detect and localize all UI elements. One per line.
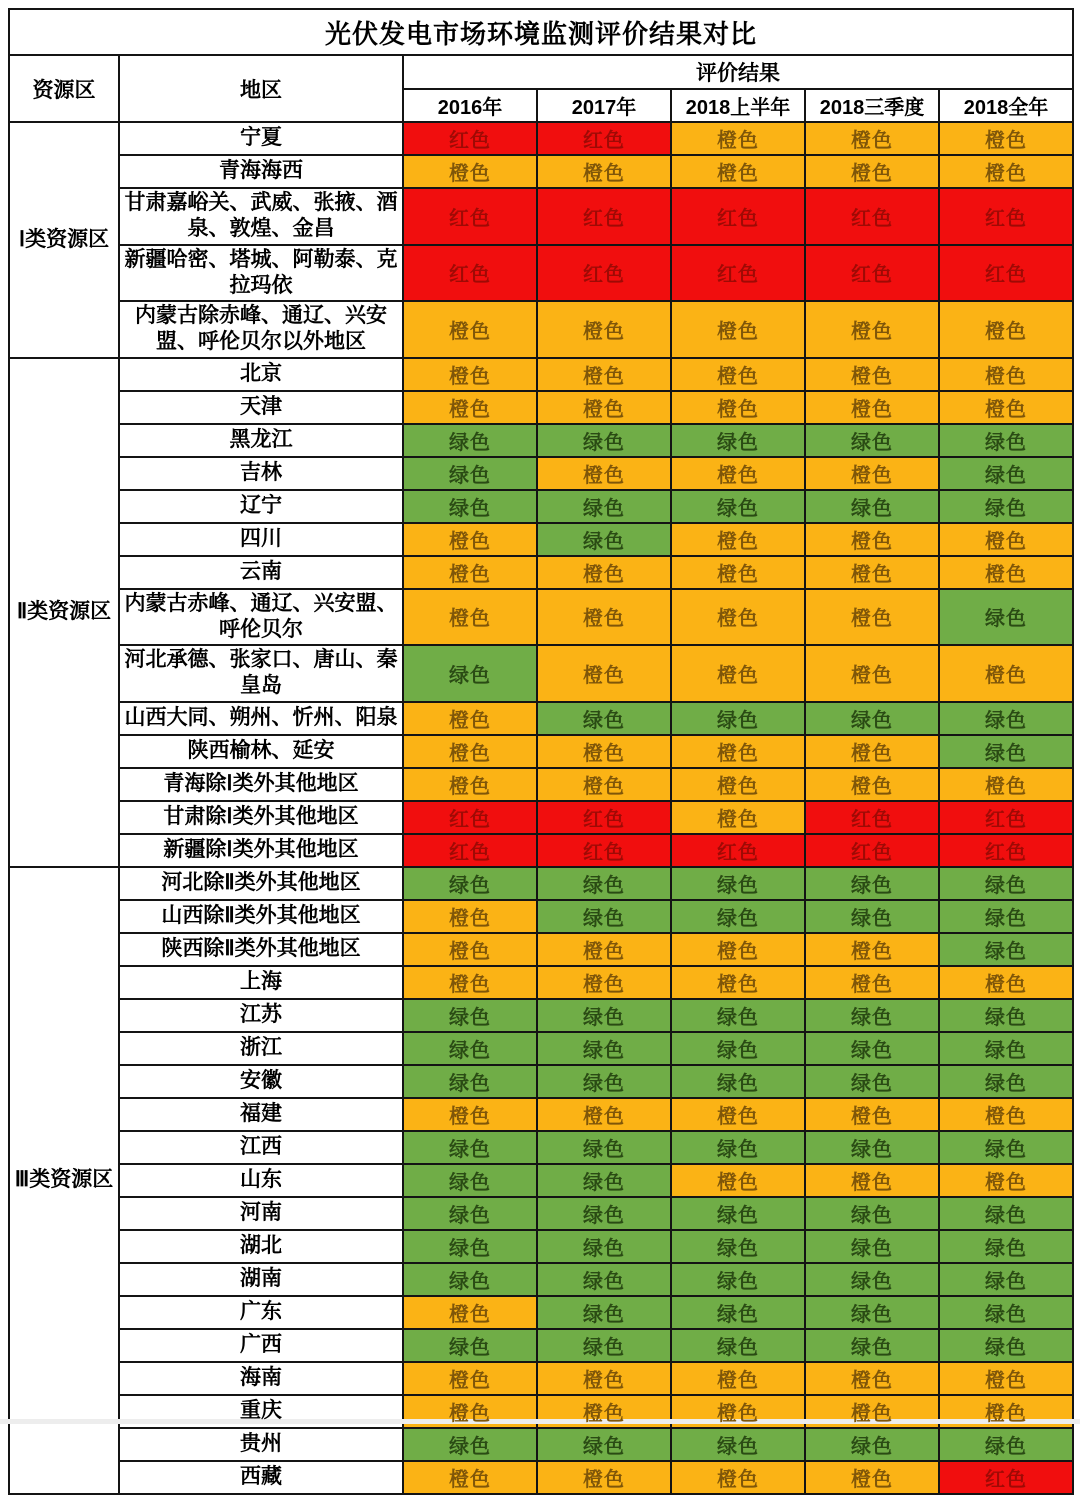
table-row bbox=[9, 1329, 1073, 1362]
rating-cell-green: 绿色 bbox=[805, 1263, 939, 1296]
col-header-region: 地区 bbox=[119, 55, 403, 122]
rating-cell-green: 绿色 bbox=[671, 424, 805, 457]
rating-cell-red: 红色 bbox=[537, 188, 671, 245]
rating-cell-orange: 橙色 bbox=[805, 735, 939, 768]
rating-cell-green: 绿色 bbox=[805, 867, 939, 900]
rating-cell-orange: 橙色 bbox=[403, 358, 537, 391]
region-cell: 山东 bbox=[119, 1164, 403, 1197]
region-cell: 湖北 bbox=[119, 1230, 403, 1263]
region-cell: 河南 bbox=[119, 1197, 403, 1230]
zone-cell: Ⅲ类资源区 bbox=[9, 867, 119, 1494]
rating-cell-green: 绿色 bbox=[403, 457, 537, 490]
rating-cell-orange: 橙色 bbox=[805, 155, 939, 188]
region-cell: 安徽 bbox=[119, 1065, 403, 1098]
rating-cell-orange: 橙色 bbox=[671, 801, 805, 834]
rating-cell-green: 绿色 bbox=[671, 1230, 805, 1263]
rating-cell-orange: 橙色 bbox=[403, 155, 537, 188]
rating-cell-green: 绿色 bbox=[537, 702, 671, 735]
rating-cell-green: 绿色 bbox=[939, 1197, 1073, 1230]
rating-cell-red: 红色 bbox=[403, 834, 537, 867]
rating-cell-orange: 橙色 bbox=[939, 358, 1073, 391]
rating-cell-green: 绿色 bbox=[537, 1065, 671, 1098]
rating-cell-orange: 橙色 bbox=[671, 589, 805, 646]
rating-cell-orange: 橙色 bbox=[537, 556, 671, 589]
rating-cell-orange: 橙色 bbox=[671, 933, 805, 966]
bottom-strip bbox=[0, 1419, 1080, 1424]
region-cell: 陕西榆林、延安 bbox=[119, 735, 403, 768]
rating-cell-green: 绿色 bbox=[939, 1329, 1073, 1362]
rating-cell-green: 绿色 bbox=[537, 1131, 671, 1164]
rating-cell-green: 绿色 bbox=[403, 1230, 537, 1263]
rating-cell-green: 绿色 bbox=[805, 424, 939, 457]
rating-cell-green: 绿色 bbox=[671, 900, 805, 933]
rating-cell-red: 红色 bbox=[403, 122, 537, 155]
table-row bbox=[9, 900, 1073, 933]
rating-cell-orange: 橙色 bbox=[403, 735, 537, 768]
rating-cell-red: 红色 bbox=[939, 1461, 1073, 1494]
rating-cell-orange: 橙色 bbox=[403, 1362, 537, 1395]
rating-cell-orange: 橙色 bbox=[805, 457, 939, 490]
rating-cell-orange: 橙色 bbox=[939, 1395, 1073, 1428]
table-row bbox=[9, 1098, 1073, 1131]
rating-cell-green: 绿色 bbox=[537, 1329, 671, 1362]
table-row bbox=[9, 245, 1073, 302]
region-cell: 天津 bbox=[119, 391, 403, 424]
rating-cell-green: 绿色 bbox=[403, 1131, 537, 1164]
table-row bbox=[9, 1263, 1073, 1296]
rating-cell-orange: 橙色 bbox=[403, 556, 537, 589]
table-row bbox=[9, 702, 1073, 735]
table-row bbox=[9, 490, 1073, 523]
table-row bbox=[9, 1296, 1073, 1329]
rating-cell-red: 红色 bbox=[671, 188, 805, 245]
rating-cell-green: 绿色 bbox=[805, 1329, 939, 1362]
zone-cell: Ⅱ类资源区 bbox=[9, 358, 119, 867]
rating-cell-orange: 橙色 bbox=[671, 155, 805, 188]
region-cell: 内蒙古赤峰、通辽、兴安盟、呼伦贝尔 bbox=[119, 589, 403, 646]
table-row bbox=[9, 645, 1073, 702]
rating-cell-green: 绿色 bbox=[403, 867, 537, 900]
rating-cell-green: 绿色 bbox=[939, 1230, 1073, 1263]
table-row bbox=[9, 1032, 1073, 1065]
rating-cell-orange: 橙色 bbox=[537, 768, 671, 801]
col-header-period: 2017年 bbox=[537, 89, 671, 122]
region-cell: 海南 bbox=[119, 1362, 403, 1395]
region-cell: 重庆 bbox=[119, 1395, 403, 1428]
table-row bbox=[9, 1065, 1073, 1098]
rating-cell-orange: 橙色 bbox=[403, 966, 537, 999]
rating-cell-orange: 橙色 bbox=[403, 301, 537, 358]
rating-cell-orange: 橙色 bbox=[805, 1164, 939, 1197]
rating-cell-orange: 橙色 bbox=[671, 457, 805, 490]
rating-cell-orange: 橙色 bbox=[805, 933, 939, 966]
rating-cell-orange: 橙色 bbox=[939, 301, 1073, 358]
rating-cell-orange: 橙色 bbox=[805, 966, 939, 999]
region-cell: 吉林 bbox=[119, 457, 403, 490]
region-cell: 北京 bbox=[119, 358, 403, 391]
region-cell: 福建 bbox=[119, 1098, 403, 1131]
table-row bbox=[9, 188, 1073, 245]
region-cell: 宁夏 bbox=[119, 122, 403, 155]
rating-cell-green: 绿色 bbox=[537, 490, 671, 523]
rating-cell-orange: 橙色 bbox=[403, 391, 537, 424]
rating-cell-orange: 橙色 bbox=[403, 702, 537, 735]
rating-cell-orange: 橙色 bbox=[537, 645, 671, 702]
region-cell: 广西 bbox=[119, 1329, 403, 1362]
rating-cell-green: 绿色 bbox=[671, 1197, 805, 1230]
rating-cell-orange: 橙色 bbox=[671, 1395, 805, 1428]
rating-cell-orange: 橙色 bbox=[939, 391, 1073, 424]
rating-cell-orange: 橙色 bbox=[537, 1098, 671, 1131]
rating-cell-orange: 橙色 bbox=[671, 1362, 805, 1395]
table-row bbox=[9, 966, 1073, 999]
region-cell: 江苏 bbox=[119, 999, 403, 1032]
rating-cell-green: 绿色 bbox=[939, 1296, 1073, 1329]
table-row bbox=[9, 933, 1073, 966]
rating-cell-green: 绿色 bbox=[671, 1032, 805, 1065]
rating-cell-orange: 橙色 bbox=[671, 1164, 805, 1197]
region-cell: 黑龙江 bbox=[119, 424, 403, 457]
region-cell: 陕西除Ⅱ类外其他地区 bbox=[119, 933, 403, 966]
rating-cell-orange: 橙色 bbox=[671, 645, 805, 702]
rating-cell-orange: 橙色 bbox=[403, 900, 537, 933]
rating-cell-orange: 橙色 bbox=[805, 1395, 939, 1428]
table-row bbox=[9, 1461, 1073, 1494]
rating-cell-orange: 橙色 bbox=[671, 768, 805, 801]
region-cell: 山西大同、朔州、忻州、阳泉 bbox=[119, 702, 403, 735]
rating-cell-green: 绿色 bbox=[403, 999, 537, 1032]
rating-cell-orange: 橙色 bbox=[403, 768, 537, 801]
rating-cell-orange: 橙色 bbox=[403, 523, 537, 556]
rating-cell-green: 绿色 bbox=[537, 867, 671, 900]
rating-cell-green: 绿色 bbox=[403, 1197, 537, 1230]
table-row bbox=[9, 301, 1073, 358]
col-header-period: 2018全年 bbox=[939, 89, 1073, 122]
rating-cell-orange: 橙色 bbox=[805, 301, 939, 358]
zone-cell: Ⅰ类资源区 bbox=[9, 122, 119, 358]
rating-cell-orange: 橙色 bbox=[671, 122, 805, 155]
title-row bbox=[9, 9, 1073, 55]
rating-cell-orange: 橙色 bbox=[939, 556, 1073, 589]
group-header-row bbox=[9, 55, 1073, 89]
rating-cell-green: 绿色 bbox=[939, 735, 1073, 768]
table-row bbox=[9, 122, 1073, 155]
rating-cell-green: 绿色 bbox=[805, 900, 939, 933]
region-cell: 江西 bbox=[119, 1131, 403, 1164]
rating-cell-orange: 橙色 bbox=[403, 933, 537, 966]
region-cell: 内蒙古除赤峰、通辽、兴安盟、呼伦贝尔以外地区 bbox=[119, 301, 403, 358]
rating-cell-green: 绿色 bbox=[939, 702, 1073, 735]
rating-cell-red: 红色 bbox=[537, 801, 671, 834]
region-cell: 湖南 bbox=[119, 1263, 403, 1296]
rating-cell-green: 绿色 bbox=[671, 1329, 805, 1362]
region-cell: 青海海西 bbox=[119, 155, 403, 188]
rating-cell-orange: 橙色 bbox=[671, 301, 805, 358]
rating-cell-green: 绿色 bbox=[805, 1197, 939, 1230]
rating-cell-orange: 橙色 bbox=[805, 391, 939, 424]
col-header-period: 2018上半年 bbox=[671, 89, 805, 122]
rating-cell-green: 绿色 bbox=[403, 1263, 537, 1296]
rating-cell-orange: 橙色 bbox=[805, 1098, 939, 1131]
rating-cell-orange: 橙色 bbox=[403, 1296, 537, 1329]
region-cell: 新疆除Ⅰ类外其他地区 bbox=[119, 834, 403, 867]
rating-cell-orange: 橙色 bbox=[805, 358, 939, 391]
table-row bbox=[9, 1362, 1073, 1395]
table-row bbox=[9, 358, 1073, 391]
rating-cell-orange: 橙色 bbox=[939, 768, 1073, 801]
rating-cell-orange: 橙色 bbox=[805, 1461, 939, 1494]
rating-cell-orange: 橙色 bbox=[805, 122, 939, 155]
rating-cell-green: 绿色 bbox=[939, 1032, 1073, 1065]
region-cell: 新疆哈密、塔城、阿勒泰、克拉玛依 bbox=[119, 245, 403, 302]
rating-cell-green: 绿色 bbox=[403, 1428, 537, 1461]
rating-cell-orange: 橙色 bbox=[537, 301, 671, 358]
rating-cell-green: 绿色 bbox=[939, 1428, 1073, 1461]
rating-cell-green: 绿色 bbox=[805, 1032, 939, 1065]
rating-cell-green: 绿色 bbox=[537, 999, 671, 1032]
rating-cell-green: 绿色 bbox=[671, 1263, 805, 1296]
table-row bbox=[9, 834, 1073, 867]
rating-cell-orange: 橙色 bbox=[805, 645, 939, 702]
rating-cell-orange: 橙色 bbox=[537, 1395, 671, 1428]
region-cell: 河北除Ⅱ类外其他地区 bbox=[119, 867, 403, 900]
rating-cell-green: 绿色 bbox=[537, 523, 671, 556]
region-cell: 广东 bbox=[119, 1296, 403, 1329]
rating-cell-orange: 橙色 bbox=[537, 1362, 671, 1395]
rating-cell-green: 绿色 bbox=[805, 490, 939, 523]
rating-cell-orange: 橙色 bbox=[939, 1362, 1073, 1395]
table-body bbox=[9, 122, 1073, 1494]
rating-cell-red: 红色 bbox=[537, 834, 671, 867]
rating-cell-orange: 橙色 bbox=[403, 1395, 537, 1428]
rating-cell-green: 绿色 bbox=[403, 1032, 537, 1065]
rating-cell-green: 绿色 bbox=[671, 1428, 805, 1461]
rating-cell-green: 绿色 bbox=[939, 1263, 1073, 1296]
table-row bbox=[9, 589, 1073, 646]
rating-cell-orange: 橙色 bbox=[671, 358, 805, 391]
rating-cell-orange: 橙色 bbox=[805, 1362, 939, 1395]
rating-cell-green: 绿色 bbox=[939, 1131, 1073, 1164]
rating-cell-orange: 橙色 bbox=[805, 523, 939, 556]
region-cell: 河北承德、张家口、唐山、秦皇岛 bbox=[119, 645, 403, 702]
rating-cell-red: 红色 bbox=[805, 834, 939, 867]
rating-cell-red: 红色 bbox=[671, 245, 805, 302]
rating-cell-green: 绿色 bbox=[537, 1296, 671, 1329]
rating-cell-orange: 橙色 bbox=[805, 589, 939, 646]
region-cell: 甘肃除Ⅰ类外其他地区 bbox=[119, 801, 403, 834]
table-row bbox=[9, 1428, 1073, 1461]
table-row bbox=[9, 523, 1073, 556]
rating-cell-orange: 橙色 bbox=[671, 1461, 805, 1494]
table-title: 光伏发电市场环境监测评价结果对比 bbox=[9, 9, 1073, 55]
table-row bbox=[9, 457, 1073, 490]
region-cell: 青海除Ⅰ类外其他地区 bbox=[119, 768, 403, 801]
rating-cell-green: 绿色 bbox=[805, 702, 939, 735]
rating-cell-orange: 橙色 bbox=[537, 933, 671, 966]
rating-cell-orange: 橙色 bbox=[537, 358, 671, 391]
rating-cell-red: 红色 bbox=[939, 188, 1073, 245]
rating-cell-orange: 橙色 bbox=[537, 735, 671, 768]
rating-cell-orange: 橙色 bbox=[537, 457, 671, 490]
table-row bbox=[9, 1131, 1073, 1164]
rating-cell-orange: 橙色 bbox=[671, 523, 805, 556]
rating-cell-green: 绿色 bbox=[805, 1065, 939, 1098]
col-header-resource-zone: 资源区 bbox=[9, 55, 119, 122]
rating-cell-red: 红色 bbox=[403, 801, 537, 834]
rating-cell-green: 绿色 bbox=[537, 1428, 671, 1461]
rating-cell-green: 绿色 bbox=[403, 490, 537, 523]
rating-cell-green: 绿色 bbox=[805, 1296, 939, 1329]
rating-cell-green: 绿色 bbox=[537, 1230, 671, 1263]
table-row bbox=[9, 735, 1073, 768]
region-cell: 浙江 bbox=[119, 1032, 403, 1065]
region-cell: 甘肃嘉峪关、武威、张掖、酒泉、敦煌、金昌 bbox=[119, 188, 403, 245]
rating-cell-orange: 橙色 bbox=[805, 768, 939, 801]
rating-cell-green: 绿色 bbox=[537, 1164, 671, 1197]
rating-cell-green: 绿色 bbox=[939, 457, 1073, 490]
rating-cell-orange: 橙色 bbox=[403, 589, 537, 646]
rating-cell-orange: 橙色 bbox=[671, 391, 805, 424]
rating-cell-green: 绿色 bbox=[671, 999, 805, 1032]
rating-cell-orange: 橙色 bbox=[671, 556, 805, 589]
region-cell: 云南 bbox=[119, 556, 403, 589]
rating-cell-red: 红色 bbox=[671, 834, 805, 867]
rating-cell-orange: 橙色 bbox=[939, 122, 1073, 155]
table-row bbox=[9, 1230, 1073, 1263]
rating-cell-green: 绿色 bbox=[939, 867, 1073, 900]
region-cell: 西藏 bbox=[119, 1461, 403, 1494]
rating-cell-green: 绿色 bbox=[939, 490, 1073, 523]
table-row bbox=[9, 391, 1073, 424]
table-row bbox=[9, 867, 1073, 900]
region-cell: 山西除Ⅱ类外其他地区 bbox=[119, 900, 403, 933]
rating-cell-green: 绿色 bbox=[537, 900, 671, 933]
table-row bbox=[9, 556, 1073, 589]
rating-cell-orange: 橙色 bbox=[939, 523, 1073, 556]
rating-cell-green: 绿色 bbox=[939, 933, 1073, 966]
rating-cell-red: 红色 bbox=[805, 188, 939, 245]
rating-cell-red: 红色 bbox=[939, 801, 1073, 834]
rating-cell-red: 红色 bbox=[537, 245, 671, 302]
rating-cell-green: 绿色 bbox=[805, 1428, 939, 1461]
rating-cell-green: 绿色 bbox=[805, 999, 939, 1032]
rating-cell-orange: 橙色 bbox=[537, 589, 671, 646]
rating-cell-orange: 橙色 bbox=[671, 966, 805, 999]
rating-cell-red: 红色 bbox=[805, 245, 939, 302]
rating-cell-orange: 橙色 bbox=[805, 556, 939, 589]
rating-cell-orange: 橙色 bbox=[537, 966, 671, 999]
col-header-period: 2016年 bbox=[403, 89, 537, 122]
rating-cell-orange: 橙色 bbox=[537, 155, 671, 188]
rating-cell-green: 绿色 bbox=[939, 900, 1073, 933]
rating-cell-green: 绿色 bbox=[537, 1263, 671, 1296]
rating-cell-orange: 橙色 bbox=[939, 1098, 1073, 1131]
rating-cell-orange: 橙色 bbox=[671, 735, 805, 768]
rating-cell-green: 绿色 bbox=[939, 999, 1073, 1032]
rating-cell-green: 绿色 bbox=[403, 1065, 537, 1098]
rating-cell-green: 绿色 bbox=[537, 1197, 671, 1230]
rating-cell-green: 绿色 bbox=[939, 589, 1073, 646]
rating-cell-green: 绿色 bbox=[671, 702, 805, 735]
rating-cell-orange: 橙色 bbox=[939, 645, 1073, 702]
rating-cell-green: 绿色 bbox=[671, 867, 805, 900]
rating-cell-red: 红色 bbox=[939, 245, 1073, 302]
rating-cell-orange: 橙色 bbox=[939, 1164, 1073, 1197]
rating-cell-red: 红色 bbox=[403, 188, 537, 245]
rating-cell-green: 绿色 bbox=[671, 490, 805, 523]
col-header-period: 2018三季度 bbox=[805, 89, 939, 122]
col-header-result-group: 评价结果 bbox=[403, 55, 1073, 89]
table-row bbox=[9, 999, 1073, 1032]
rating-cell-orange: 橙色 bbox=[403, 1098, 537, 1131]
rating-cell-green: 绿色 bbox=[805, 1131, 939, 1164]
region-cell: 贵州 bbox=[119, 1428, 403, 1461]
rating-cell-red: 红色 bbox=[537, 122, 671, 155]
rating-cell-orange: 橙色 bbox=[403, 1461, 537, 1494]
rating-cell-green: 绿色 bbox=[403, 1164, 537, 1197]
rating-cell-green: 绿色 bbox=[671, 1131, 805, 1164]
region-cell: 上海 bbox=[119, 966, 403, 999]
table-row bbox=[9, 768, 1073, 801]
rating-cell-orange: 橙色 bbox=[939, 966, 1073, 999]
table-row bbox=[9, 424, 1073, 457]
rating-cell-green: 绿色 bbox=[671, 1296, 805, 1329]
rating-cell-green: 绿色 bbox=[939, 1065, 1073, 1098]
rating-cell-green: 绿色 bbox=[537, 1032, 671, 1065]
rating-cell-green: 绿色 bbox=[403, 424, 537, 457]
region-cell: 四川 bbox=[119, 523, 403, 556]
rating-cell-green: 绿色 bbox=[403, 645, 537, 702]
rating-cell-green: 绿色 bbox=[537, 424, 671, 457]
rating-cell-orange: 橙色 bbox=[537, 1461, 671, 1494]
rating-cell-orange: 橙色 bbox=[537, 391, 671, 424]
rating-cell-red: 红色 bbox=[403, 245, 537, 302]
rating-cell-red: 红色 bbox=[805, 801, 939, 834]
rating-cell-green: 绿色 bbox=[805, 1230, 939, 1263]
rating-cell-green: 绿色 bbox=[939, 424, 1073, 457]
table-row bbox=[9, 1197, 1073, 1230]
rating-cell-green: 绿色 bbox=[403, 1329, 537, 1362]
table-row bbox=[9, 801, 1073, 834]
rating-cell-green: 绿色 bbox=[671, 1065, 805, 1098]
rating-cell-orange: 橙色 bbox=[939, 155, 1073, 188]
evaluation-table bbox=[8, 8, 1074, 1495]
region-cell: 辽宁 bbox=[119, 490, 403, 523]
rating-cell-orange: 橙色 bbox=[671, 1098, 805, 1131]
rating-cell-red: 红色 bbox=[939, 834, 1073, 867]
table-row bbox=[9, 1164, 1073, 1197]
table-row bbox=[9, 155, 1073, 188]
